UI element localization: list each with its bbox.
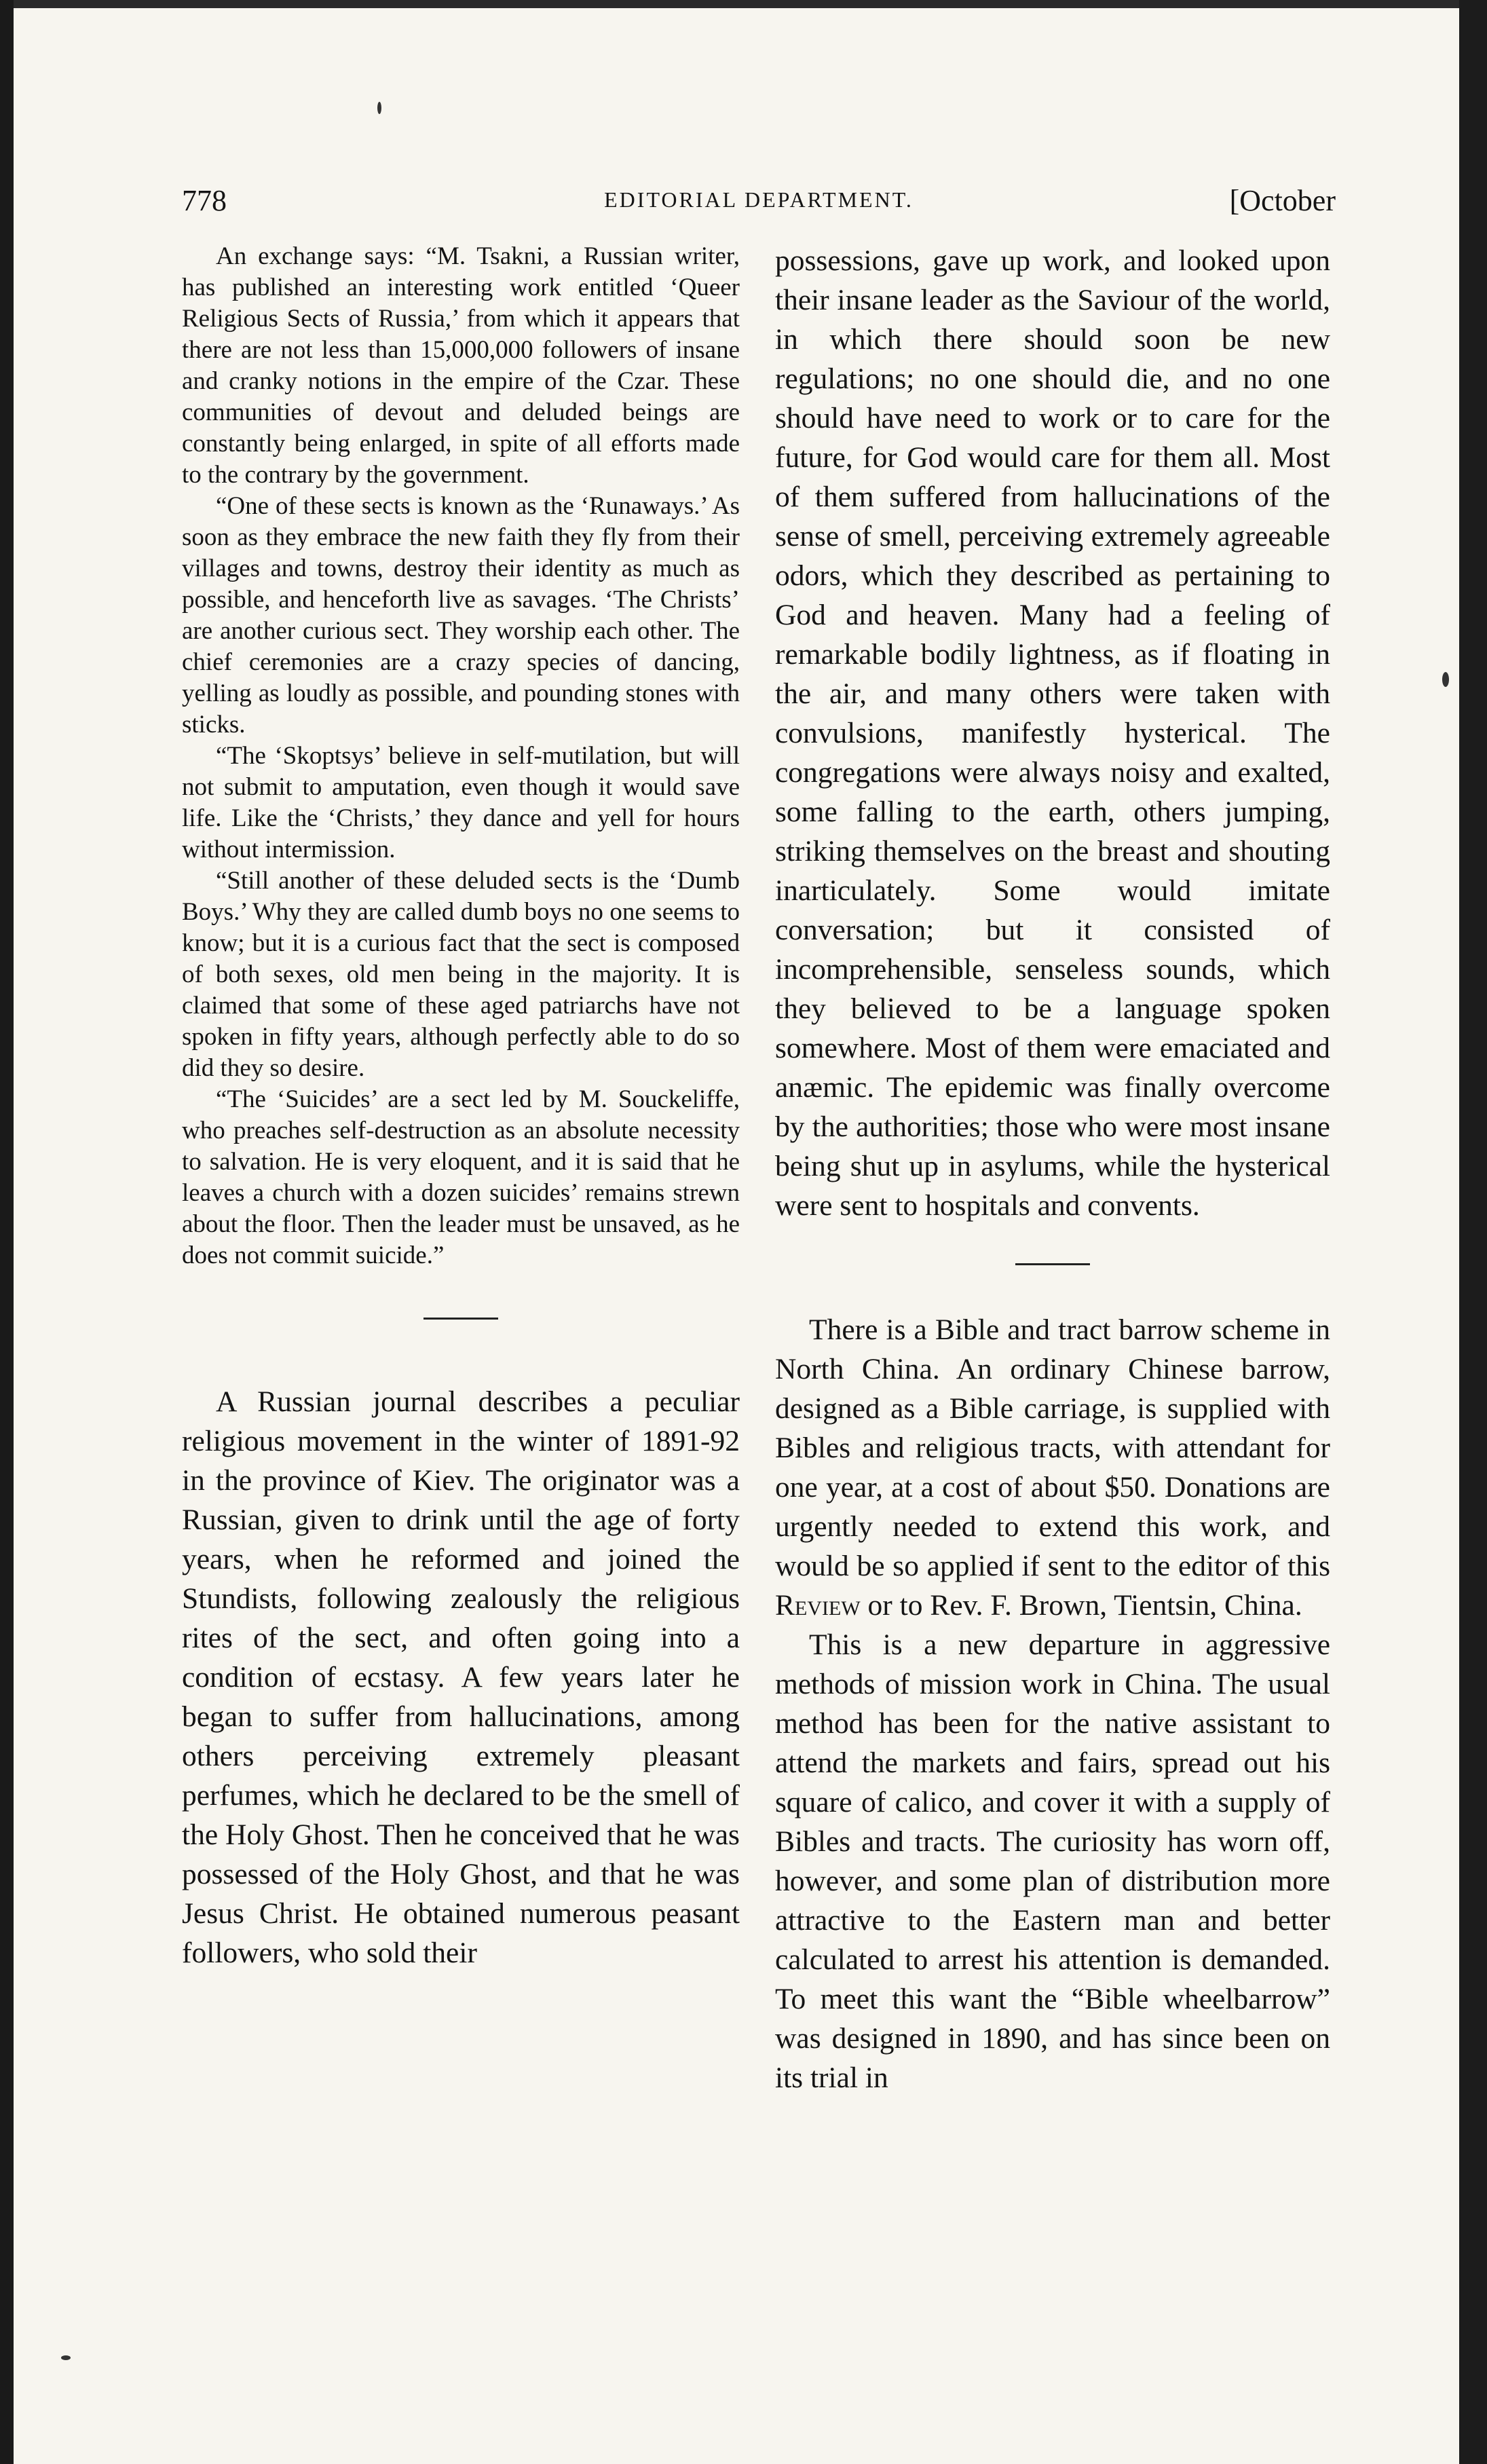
article-text: or to Rev. F. Brown, Tientsin, China. (867, 1589, 1302, 1622)
month-label: [October (1229, 184, 1336, 217)
scan-edge-top (14, 0, 1459, 8)
left-column (182, 241, 740, 1973)
article-text: There is a Bible and tract barrow scheme in North China. An ordinary Chinese barrow, designed as a Bible carriage, is supplied with Bibles and religious tracts, with attendant for one year, at a cost of about $50. Donations are urgently needed to extend this work, and would be so applied if sent to the editor of this (775, 1313, 1330, 1582)
scan-edge-left (0, 0, 14, 2464)
right-column (775, 241, 1330, 2097)
article-continuation: possessions, gave up work, and looked upon their insane leader as the Saviour of the world, in which there should soon be new regulations; no one should die, and no one should have need to work or to care for the future, for God would care for them all. Most of them suffered from hallucinations of the sense of smell, perceiving extremely agreeable odors, which they described as pertaining to God and heaven. Many had a feeling of remarkable bodily lightness, as if floating in the air, and many others were taken with convulsions, manifestly hysterical. The congregations were always noisy and exalted, some falling to the earth, others jumping, striking themselves on the breast and shouting inarticulately. Some would imitate conversation; but it consisted of incomprehensible, senseless sounds, which they believed to be a language spoken somewhere. Most of them were emaciated and anæmic. The epidemic was finally overcome by the authorities; those who were most insane being shut up in asylums, while the hysterical were sent to hospitals and convents. (775, 244, 1330, 1222)
page-number: 778 (182, 184, 227, 217)
article-paragraph: “The ‘Skoptsys’ believe in self-mutilation, but will not submit to amputation, even though it would save life. Like the ‘Christs,’ they dance and yell for hours without intermission. (182, 742, 740, 863)
section-divider (423, 1318, 498, 1320)
ink-speck (61, 2355, 71, 2360)
article-paragraph (775, 1310, 1330, 1625)
ink-speck (377, 102, 381, 114)
scan-edge-right (1459, 0, 1487, 2464)
article-paragraph: “One of these sects is known as the ‘Runaways.’ As soon as they embrace the new faith they fly from their villages and towns, destroy their identity as much as possible, and henceforth live as savages. ‘The Christs’ are another curious sect. They worship each other. The chief ceremonies are a crazy species of dancing, yelling as loudly as possible, and pounding stones with sticks. (182, 492, 740, 739)
page-header (182, 183, 1336, 224)
ink-speck (1442, 672, 1449, 687)
article-paragraph: “Still another of these deluded sects is the ‘Dumb Boys.’ Why they are called dumb boys no one seems to know; but it is a curious fact that the sect is composed of both sexes, old men being in the majority. It is claimed that some of these aged patriarchs have not spoken in fifty years, although perfectly able to do so did they so desire. (182, 867, 740, 1082)
article-paragraph: An exchange says: “M. Tsakni, a Russian writer, has published an interesting work entitled ‘Queer Religious Sects of Russia,’ from which it appears that there are not less than 15,000,000 followers of insane and cranky notions in the empire of the Czar. These communities of devout and deluded beings are constantly being enlarged, in spite of all efforts made to the contrary by the government. (182, 242, 740, 489)
article-paragraph: “The ‘Suicides’ are a sect led by M. Souckeliffe, who preaches self-destruction as an absolute necessity to salvation. He is very eloquent, and it is said that he leaves a church with a dozen suicides’ remains strewn about the floor. Then the leader must be unsaved, as he does not commit suicide.” (182, 1085, 740, 1269)
section-divider (1015, 1263, 1090, 1265)
review-name: Review (775, 1589, 861, 1622)
article-paragraph: A Russian journal describes a peculiar religious movement in the winter of 1891-92 in the province of Kiev. The originator was a Russian, given to drink until the age of forty years, when he reformed and joined the Stundists, following zealously the religious rites of the sect, and often going into a condition of ecstasy. A few years later he began to suffer from hallucinations, among others perceiving extremely pleasant perfumes, which he declared to be the smell of the Holy Ghost. Then he conceived that he was possessed of the Holy Ghost, and that he was Jesus Christ. He obtained numerous peasant followers, who sold their (182, 1385, 740, 1969)
article-paragraph: This is a new departure in aggressive methods of mission work in China. The usual method has been for the native assistant to attend the markets and fairs, spread out his square of calico, and cover it with a supply of Bibles and tracts. The curiosity has worn off, however, and some plan of distribution more attractive to the Eastern man and better calculated to arrest his attention is demanded. To meet this want the “Bible wheelbarrow” was designed in 1890, and has since been on its trial in (775, 1628, 1330, 2094)
running-title: EDITORIAL DEPARTMENT. (604, 187, 914, 212)
